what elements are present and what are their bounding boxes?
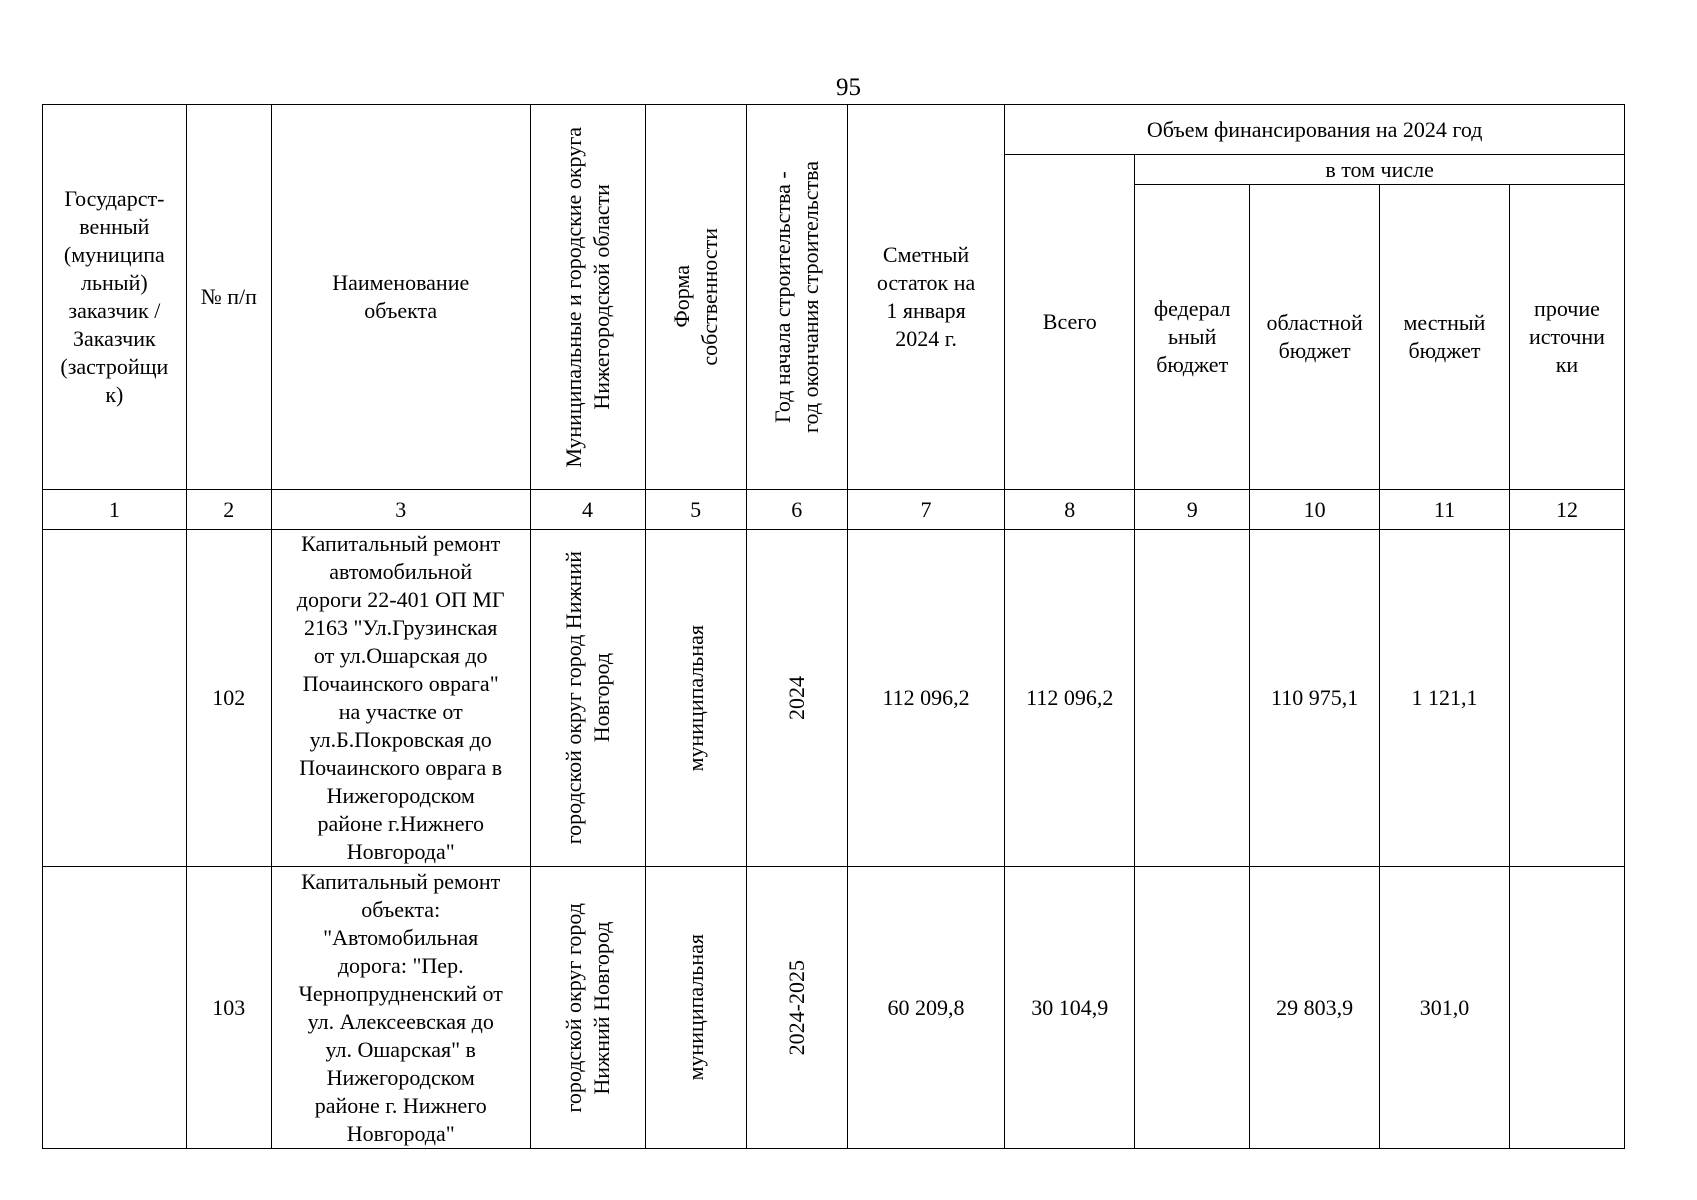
cell-ownership: муниципальная [645,867,746,1149]
column-number: 12 [1509,490,1624,530]
cell-other [1509,867,1624,1149]
header-row-1 [43,105,1625,155]
header-row-no: № п/п [186,105,271,490]
cell-regional: 110 975,1 [1250,530,1380,867]
cell-regional: 29 803,9 [1250,867,1380,1149]
cell-municipality: городской округ город Нижний Новгород [530,530,645,867]
cell-row-no: 103 [186,867,271,1149]
header-including: в том числе [1135,155,1625,185]
cell-municipality: городской округ город Нижний Новгород [530,867,645,1149]
column-number: 4 [530,490,645,530]
header-ownership: Форма собственности [645,105,746,490]
column-number: 1 [43,490,187,530]
cell-customer [43,867,187,1149]
table-row [43,530,1625,867]
page-number: 95 [836,74,861,101]
header-funding-title: Объем финансирования на 2024 год [1005,105,1625,155]
header-local: местный бюджет [1380,185,1510,490]
header-customer: Государст- венный (муниципа льный) заказчик / Заказчик (застройщи к) [43,105,187,490]
cell-estimate: 60 209,8 [847,867,1005,1149]
cell-local: 301,0 [1380,867,1510,1149]
cell-federal [1135,530,1250,867]
cell-total: 112 096,2 [1005,530,1135,867]
cell-federal [1135,867,1250,1149]
header-years: Год начала строительства - год окончания строительства [746,105,847,490]
cell-ownership: муниципальная [645,530,746,867]
cell-years: 2024 [746,530,847,867]
header-federal: федерал ьный бюджет [1135,185,1250,490]
header-total: Всего [1005,155,1135,490]
column-number-row [43,490,1625,530]
column-number: 5 [645,490,746,530]
header-estimate: Сметный остаток на 1 января 2024 г. [847,105,1005,490]
header-other: прочие источни ки [1509,185,1624,490]
column-number: 8 [1005,490,1135,530]
cell-other [1509,530,1624,867]
header-regional: областной бюджет [1250,185,1380,490]
column-number: 11 [1380,490,1510,530]
cell-object-name: Капитальный ремонт автомобильной дороги 22-401 ОП МГ 2163 "Ул.Грузинская от ул.Ошарская до Почаинского оврага" на участке от ул.Б.Покровская до Почаинского оврага в Нижегородском районе г.Нижнего Новгорода" [271,530,530,867]
column-number: 10 [1250,490,1380,530]
column-number: 7 [847,490,1005,530]
financing-table [42,104,1625,1149]
cell-customer [43,530,187,867]
column-number: 6 [746,490,847,530]
cell-local: 1 121,1 [1380,530,1510,867]
column-number: 3 [271,490,530,530]
cell-years: 2024-2025 [746,867,847,1149]
cell-object-name: Капитальный ремонт объекта: "Автомобильная дорога: "Пер. Чернопрудненский от ул. Алексеевская до ул. Ошарская" в Нижегородском районе г. Нижнего Новгорода" [271,867,530,1149]
cell-estimate: 112 096,2 [847,530,1005,867]
header-object-name: Наименование объекта [271,105,530,490]
column-number: 9 [1135,490,1250,530]
header-municipalities: Муниципальные и городские округа Нижегородской области [530,105,645,490]
cell-total: 30 104,9 [1005,867,1135,1149]
cell-row-no: 102 [186,530,271,867]
column-number: 2 [186,490,271,530]
table-row [43,867,1625,1149]
